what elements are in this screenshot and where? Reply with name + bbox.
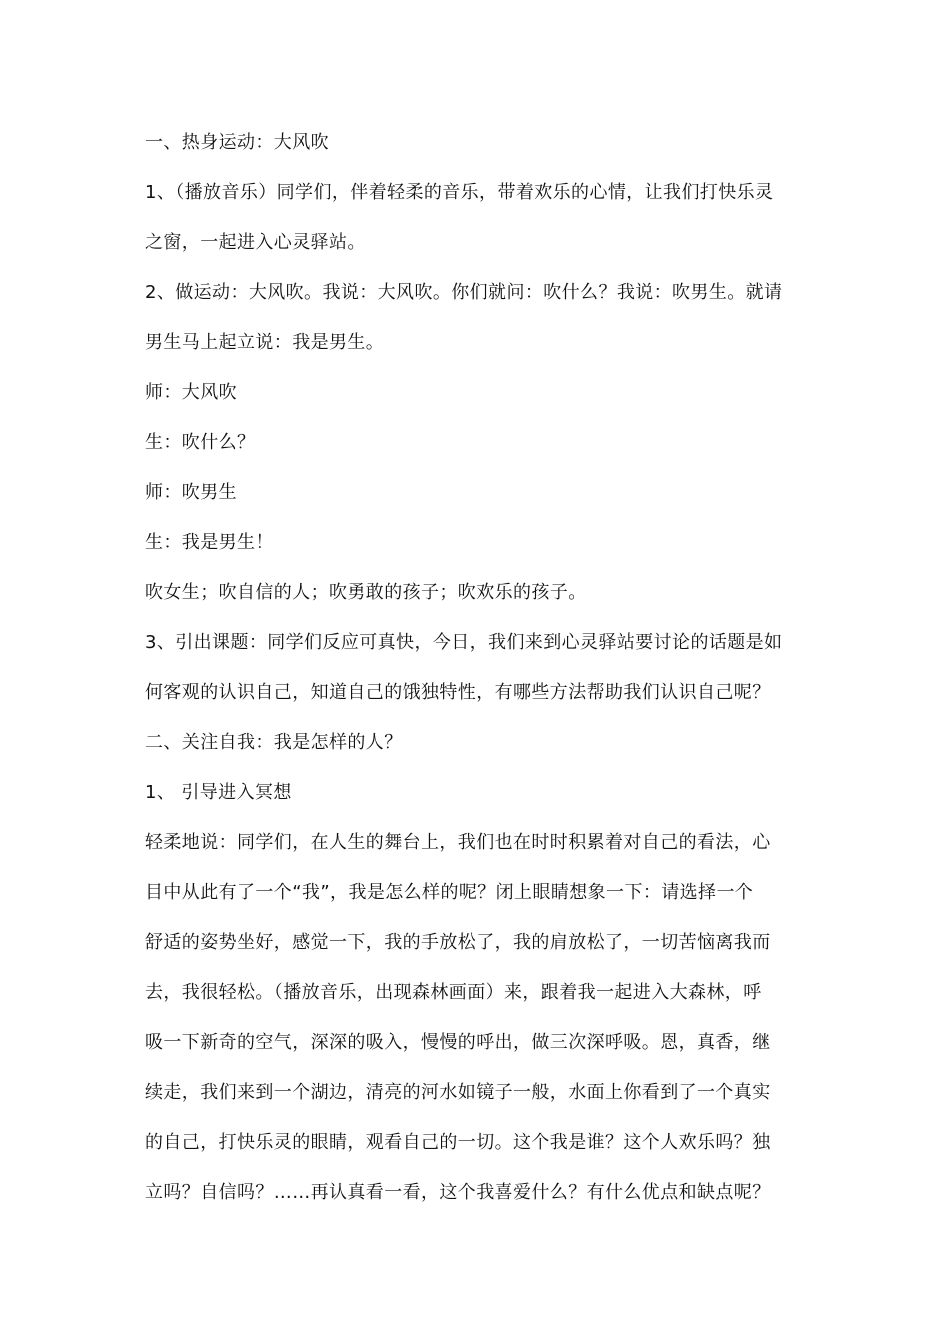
paragraph-line: 2、做运动：大风吹。我说：大风吹。你们就问：吹什么？我说：吹男生。就请 xyxy=(145,282,783,303)
dialogue-line: 生：我是男生！ xyxy=(145,532,274,553)
paragraph-line: 舒适的姿势坐好，感觉一下，我的手放松了，我的肩放松了，一切苦恼离我而 xyxy=(145,932,771,953)
heading-self-focus: 二、关注自我：我是怎样的人？ xyxy=(145,732,403,753)
heading-warmup: 一、热身运动：大风吹 xyxy=(145,132,329,153)
paragraph-line: 轻柔地说：同学们，在人生的舞台上，我们也在时时积累着对自己的看法，心 xyxy=(145,832,771,853)
paragraph-line: 之窗，一起进入心灵驿站。 xyxy=(145,232,366,253)
document-body xyxy=(145,118,810,1218)
paragraph-line: 何客观的认识自己，知道自己的饿独特性，有哪些方法帮助我们认识自己呢？ xyxy=(145,682,771,703)
subheading-meditation: 1、 引导进入冥想 xyxy=(145,782,292,803)
paragraph-line: 立吗？自信吗？……再认真看一看，这个我喜爱什么？有什么优点和缺点呢？ xyxy=(145,1182,771,1203)
paragraph-line: 3、引出课题：同学们反应可真快，今日，我们来到心灵驿站要讨论的话题是如 xyxy=(145,632,783,653)
paragraph-line: 续走，我们来到一个湖边，清亮的河水如镜子一般，水面上你看到了一个真实 xyxy=(145,1082,771,1103)
dialogue-line: 师：大风吹 xyxy=(145,382,237,403)
paragraph-line: 目中从此有了一个“我”，我是怎么样的呢？闭上眼睛想象一下：请选择一个 xyxy=(145,882,754,903)
dialogue-line: 师：吹男生 xyxy=(145,482,237,503)
paragraph-line: 男生马上起立说：我是男生。 xyxy=(145,332,385,353)
paragraph-line: 的自己，打快乐灵的眼睛，观看自己的一切。这个我是谁？这个人欢乐吗？独 xyxy=(145,1132,771,1153)
paragraph-line: 1、（播放音乐）同学们，伴着轻柔的音乐，带着欢乐的心情，让我们打快乐灵 xyxy=(145,182,774,203)
paragraph-line: 吹女生；吹自信的人；吹勇敢的孩子；吹欢乐的孩子。 xyxy=(145,582,587,603)
paragraph-line: 去，我很轻松。（播放音乐，出现森林画面）来，跟着我一起进入大森林，呼 xyxy=(145,982,762,1003)
paragraph-line: 吸一下新奇的空气，深深的吸入，慢慢的呼出，做三次深呼吸。恩，真香，继 xyxy=(145,1032,771,1053)
dialogue-line: 生：吹什么？ xyxy=(145,432,256,453)
